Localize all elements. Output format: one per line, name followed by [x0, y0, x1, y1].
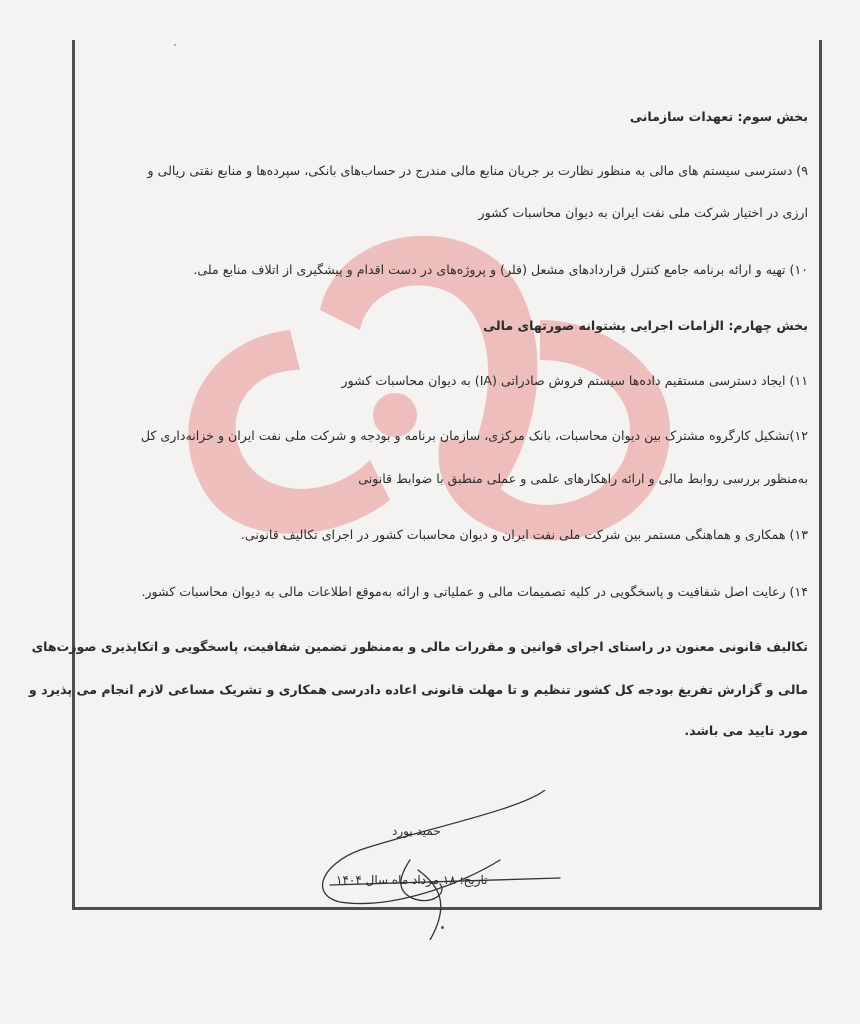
speck	[441, 926, 444, 929]
closing-line-1: تکالیف قانونی معنون در راستای اجرای قوانین و مقررات مالی و به‌منظور تضمین شفافیت، پاسخگویی و اتکاپذیری صورت‌های	[31, 639, 808, 654]
item-9-line-1: ۹) دسترسی سیستم های مالی به منظور نظارت بر جریان منابع مالی مندرج در حساب‌های بانکی، سپرده‌ها و منابع نقتی ریالی و	[147, 163, 808, 178]
item-10: ۱۰) تهیه و ارائه برنامه جامع کنترل قراردادهای مشعل (فلر) و پروژه‌های در دست اقدام و پیشگیری از اتلاف منابع ملی.	[193, 262, 808, 277]
item-12-line-1: ۱۲)تشکیل کارگروه مشترک بین دیوان محاسبات، بانک مرکزی، سازمان برنامه و بودجه و شرکت ملی نفت ایران و خزانه‌داری کل	[140, 428, 808, 443]
signature-scribble	[300, 790, 580, 940]
item-12-line-2: به‌منظور بررسی روابط مالی و ارائه راهکارهای علمی و عملی منطبق با ضوابط قانونی	[358, 471, 808, 486]
section-4-title: بخش چهارم: الزامات اجرایی پشتوانه صورتهای مالی	[483, 318, 808, 333]
item-9-line-2: ارزی در اختیار شرکت ملی نفت ایران به دیوان محاسبات کشور	[478, 205, 808, 220]
item-13: ۱۳) همکاری و هماهنگی مستمر بین شرکت ملی نفت ایران و دیوان محاسبات کشور در اجرای تکالیف قانونی.	[240, 527, 808, 542]
item-14: ۱۴) رعایت اصل شفافیت و پاسخگویی در کلیه تصمیمات مالی و عملیاتی و ارائه به‌موقع اطلاعات مالی به دیوان محاسبات کشور.	[141, 584, 808, 599]
closing-line-2: مالی و گزارش تفریغ بودجه کل کشور تنظیم و تا مهلت قانونی اعاده دادرسی همکاری و تشریک مساعی لازم انجام می پذیرد و	[28, 682, 808, 697]
signature-date: تاریخ: ۱۸ مرداد ماه سال ۱۴۰۴	[336, 873, 488, 887]
closing-line-3: مورد تایید می باشد.	[684, 723, 808, 738]
section-3-title: بخش سوم: تعهدات سازمانی	[629, 109, 808, 124]
item-11: ۱۱) ایجاد دسترسی مستقیم داده‌ها سیستم فروش صادراتی (IA) به دیوان محاسبات کشور	[341, 373, 808, 388]
signatory-name: حمید بورد	[392, 824, 441, 838]
